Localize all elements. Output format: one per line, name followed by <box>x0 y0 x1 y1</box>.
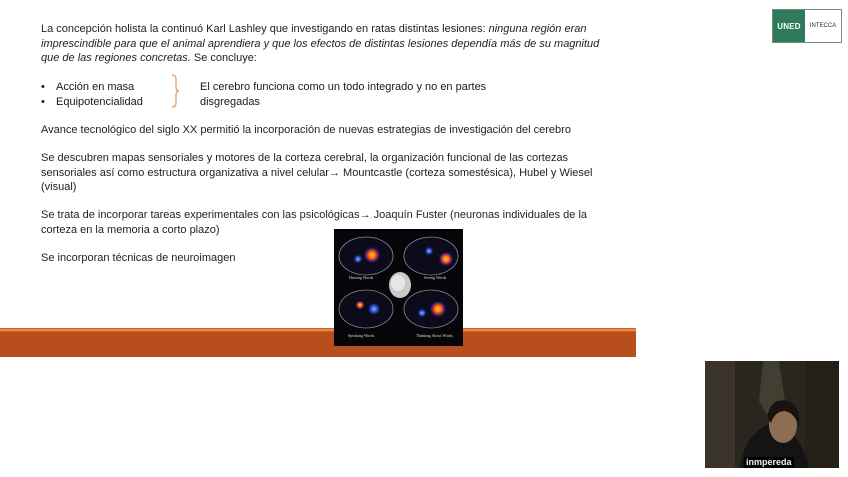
bullet-text: Equipotencialidad <box>56 95 143 108</box>
arrow-icon: → <box>359 209 371 221</box>
intro-text: La concepción holista la continuó Karl Lashley que investigando en ratas distintas lesiones: <box>41 23 489 35</box>
figure-label: Speaking Words <box>348 333 375 338</box>
figure-label: Seeing Words <box>424 275 447 280</box>
intro-italic-text: ninguna región eran imprescindible para que el animal aprendiera y que los efectos de distintas lesiones dependía más de su magnitud que de las regiones concretas. <box>41 23 600 64</box>
bullet-dot: • <box>41 95 45 108</box>
bullet-dot: • <box>41 81 45 93</box>
footer-bar <box>0 332 636 357</box>
bullet-item <box>41 80 143 95</box>
institution-logo <box>772 9 842 43</box>
brace-conclusion-text: El cerebro funciona como un todo integrado y no en partes disgregadas <box>200 81 487 108</box>
intro-paragraph <box>41 22 601 66</box>
uned-logo-text: UNED <box>773 10 805 42</box>
intecca-logo-text: INTECCA <box>805 10 841 42</box>
bullet-item <box>41 95 143 110</box>
maps-text: Se descubren mapas sensoriales y motores de la corteza cerebral, la organización funcional de las cortezas sensoriales así como estructura organizativa a nivel celular <box>41 152 569 179</box>
intro-tail-text: Se concluye: <box>190 52 257 64</box>
tasks-text-end: Joaquín Fuster (neuronas individuales de la corteza en la memoria a corto plazo) <box>41 209 588 236</box>
figure-label: Thinking About Words <box>416 333 453 338</box>
arrow-icon: → <box>328 166 340 179</box>
neuroimaging-paragraph: Se incorporan técnicas de neuroimagen <box>41 252 236 264</box>
webcam-video <box>705 361 839 468</box>
brain-scan-figure <box>334 229 463 346</box>
maps-text-end: Mountcastle (corteza somestésica), Hubel y Wiesel (visual) <box>41 166 593 193</box>
webcam-frame <box>705 361 839 468</box>
technology-paragraph: Avance tecnológico del siglo XX permitió la incorporación de nuevas estrategias de investigación del cerebro <box>41 124 571 136</box>
maps-paragraph <box>41 151 601 195</box>
footer-bar-highlight <box>0 329 636 331</box>
bullet-list <box>41 80 143 109</box>
brain-scan-image <box>334 229 463 346</box>
figure-label: Hearing Words <box>349 275 374 280</box>
webcam-caption: inmpereda <box>746 457 792 467</box>
bullet-text: Acción en masa <box>56 81 135 93</box>
tasks-text: Se trata de incorporar tareas experimentales con las psicológicas <box>41 209 360 221</box>
tasks-paragraph <box>41 208 601 237</box>
curly-brace <box>170 74 180 108</box>
